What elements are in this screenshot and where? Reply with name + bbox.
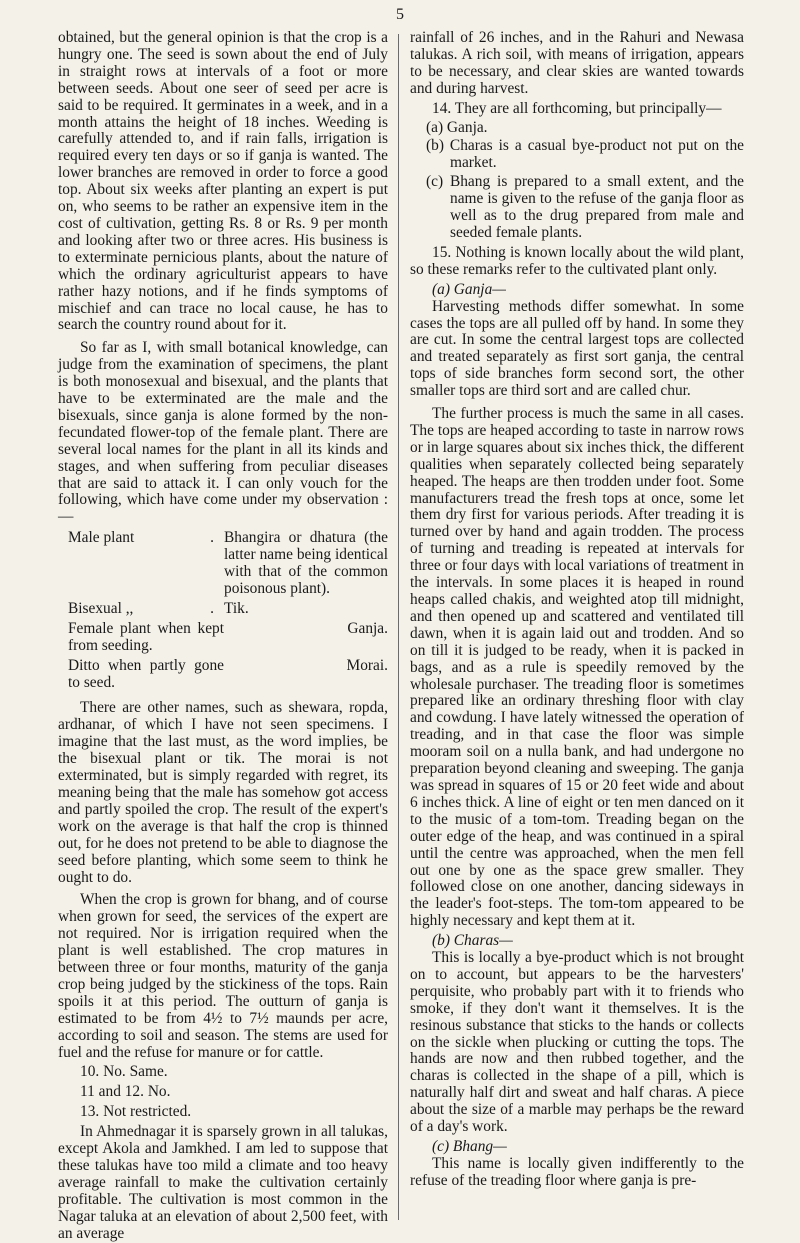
numbered-answer: 13. Not restricted. (80, 1103, 192, 1121)
paragraph: The further process is much the same in all cases. The tops are heaped according to taste in narrow rows or in large squares about six inches thick, the different qualities when separately collected being separately heaped. The heaps are then trodden under foot. Some manufacturers tread the fresh tops at once, some let them dry first for various periods. After treading it is turned over by hand and again trodden. The process of turning and treading is repeated at intervals for three or four days with local variations of treatment in the intervals. In some places it is heaped in round heaps called chakis, and weighted atop till midnight, and then opened up and scattered and ventilated till dawn, when it is again laid out and trodden. And so on till it is judged to be ready, when it is packed in bags, and as a rule is speedily removed by the wholesale purchaser. The treading floor is sometimes prepared like an ordinary threshing floor with clay and cowdung. I have lately witnessed the operation of treading, and in that case the floor was simple mooram soil on a nulla bank, and had undergone no preparation beyond cleaning and sweeping. The ganja was spread in squares of 15 or 20 feet wide and about 6 inches thick. A line of eight or ten men danced on it to the music of a tom-tom. Treading began on the outer edge of the heap, and was continued in a spiral until the centre was approached, when the men fell out one by one as the space grew smaller. They followed close on one another, dancing sideways in the leader's foot-steps. The tom-tom appeared to be highly necessary and kept them at it. (410, 405, 744, 930)
sub-heading-charas: (b) Charas— (432, 932, 513, 950)
page-number: 5 (396, 6, 404, 23)
plant-local-name: Bhangira or dhatura (the latter name being identical with that of the common poisonous plant). (224, 529, 388, 597)
list-item: (c) Bhang is prepared to a small extent, and the name is given to the refuse of the ganja floor as well as to the drug prepared from male and seeded female plants. (426, 173, 744, 241)
numbered-answer: 10. No. Same. (80, 1063, 168, 1081)
paragraph: When the crop is grown for bhang, and of course when grown for seed, the services of the expert are not required. Nor is irrigation required when the plant is well established. The crop matures in between three or four months, maturity of the ganja crop being judged by the stickiness of the tops. Rain spoils it at this period. The outturn of ganja is estimated to be from 4½ to 7½ maunds per acre, according to soil and season. The stems are used for fuel and the refuse for manure or for cattle. (58, 891, 388, 1061)
leader-dots: . (210, 599, 214, 617)
numbered-answer: 14. They are all forthcoming, but principally— (432, 99, 722, 117)
paragraph: In Ahmednagar it is sparsely grown in all talukas, except Akola and Jamkhed. I am led to suppose that these talukas have too mild a climate and too heavy average rainfall to make the cultivation certainly profitable. The cultivation is most common in the Nagar taluka at an elevation of about 2,500 feet, with an average (58, 1123, 388, 1242)
paragraph: rainfall of 26 inches, and in the Rahuri and Newasa talukas. A rich soil, with means of irrigation, appears to be necessary, and clear skies are wanted towards and during harvest. (410, 29, 744, 97)
numbered-answer: 15. Nothing is known locally about the wild plant, so these remarks refer to the cultivated plant only. (410, 243, 744, 278)
list-item: (a) Ganja. (426, 118, 488, 136)
plant-local-name: Ganja. (347, 619, 388, 637)
plant-local-name: Tik. (224, 599, 249, 617)
numbered-answer: 11 and 12. No. (80, 1083, 171, 1101)
plant-names-table (58, 530, 388, 694)
plant-local-name: Morai. (346, 656, 388, 674)
leader-dots: . (210, 529, 214, 547)
plant-kind: Ditto when partly gone to seed. (68, 656, 224, 691)
paragraph: This is locally a bye-product which is not brought on to account, but appears to be the harvesters' perquisite, who probably part with it to friends who smoke, if they don't want it themselves. It is the resinous substance that sticks to the hands or collects on the sickle when plucking or cutting the tops. The hands are now and then rubbed together, and the charas is collected in the shape of a pill, which is naturally half dirt and sweat and half charas. A piece about the size of a marble may perhaps be the reward of a day's work. (410, 949, 744, 1136)
sub-heading-ganja: (a) Ganja— (432, 280, 506, 298)
column-divider (398, 34, 399, 1220)
list-item: (b) Charas is a casual bye-product not put on the market. (426, 137, 744, 172)
paragraph: So far as I, with small botanical knowledge, can judge from the examination of specimens, the plant is both monosexual and bisexual, and the plants that have to be exterminated are the male and the bisexuals, since ganja is alone formed by the non-fecundated flower-top of the female plant. There are several local names for the plant in all its kinds and stages, and when suffering from peculiar diseases that are said to attack it. I can only vouch for the following, which have come under my observation :— (58, 339, 388, 526)
table-row (58, 530, 388, 601)
plant-kind: Female plant when kept from seeding. (68, 619, 224, 654)
table-row (58, 658, 388, 695)
paragraph: obtained, but the general opinion is that the crop is a hungry one. The seed is sown about the end of July in straight rows at intervals of a foot or more between seeds. About one seer of seed per acre is said to be required. It germinates in a week, and in a month attains the height of 18 inches. Weeding is carefully attended to, and if rain falls, irrigation is required every ten days or so if ganja is wanted. The lower branches are removed in order to force a good top. About six weeks after planting an expert is put on, who seems to be rather an expensive item in the cost of cultivation, getting Rs. 8 or Rs. 9 per month and looking after two or three acres. His business is to exterminate pernicious plants, about the nature of which the ordinary agriculturist appears to have rather hazy notions, and if he finds symptoms of mischief and can trace no local cause, he has to search the country round about for it. (58, 29, 388, 334)
paragraph: This name is locally given indifferently to the refuse of the treading floor where ganja is pre- (410, 1154, 744, 1189)
table-row (58, 621, 388, 658)
paragraph: Harvesting methods differ somewhat. In some cases the tops are all pulled off by hand. In some they are cut. In some the central largest tops are collected and treated separately as first sort ganja, the central tops of side branches form second sort, the other smaller tops are third sort and are called chur. (410, 297, 744, 400)
plant-kind: Bisexual ,, (68, 599, 134, 617)
left-column (58, 29, 388, 1242)
table-row (58, 601, 388, 621)
right-column (410, 30, 744, 1226)
paragraph: There are other names, such as shewara, ropda, ardhanar, of which I have not seen specimens. I imagine that the last must, as the word implies, be the bisexual plant or tik. The morai is not exterminated, but is simply regarded with regret, its meaning being that the male has somehow got access and partly spoiled the crop. The result of the expert's work on the average is that half the crop is thinned out, for he does not pretend to be able to diagnose the seed before planting, which some seem to think he ought to do. (58, 699, 388, 886)
sub-heading-bhang: (c) Bhang— (432, 1138, 507, 1155)
plant-kind: Male plant (68, 529, 135, 547)
